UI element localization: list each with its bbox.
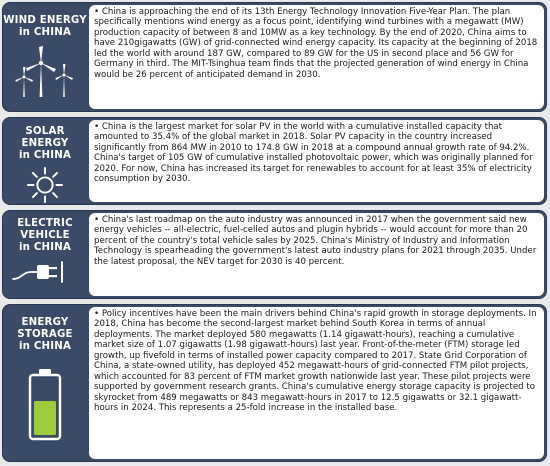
electric-vehicle-label: ELECTRIC VEHICLE in CHINA [17,218,73,253]
solar-energy-bullet: • [94,122,102,132]
electric-vehicle-panel [2,210,547,299]
electric-plug-icon [11,257,79,287]
energy-storage-label: ENERGY STORAGE in CHINA [17,317,73,352]
electric-vehicle-bullet: • [94,215,102,225]
wind-energy-panel [2,2,547,112]
wind-energy-text: • China is approaching the end of its 13th Energy Technology Innovation Five-Year Plan. The plan specifically mentions wind energy as a focus point, identifying wind turbines with a megawatt (MW) production capacity of between 8 and 10MW as a key technology. By the end of 2020, China aims to have 210gigawatts (GW) of grid-connected wind energy capacity. Its capacity at the beginning of 2018 led the world with around 187 GW, compared to 89 GW for the US in second place and 56 GW for Germany in third. The MIT-Tsinghua team finds that the projected generation of wind energy in China would be 26 percent of anticipated demand in 2030. [89,5,544,109]
solar-energy-text: • China is the largest market for solar PV in the world with a cumulative installed capacity that amounted to 35.4% of the global market in 2018. Solar PV capacity in the country increased significantly from 864 MW in 2010 to 174.8 GW in 2018 at a compound annual growth rate of 94.2%. China's target of 105 GW of cumulative installed photovoltaic power, which was originally planned for 2020. For now, China has increased its target for renewables to account for at least 35% of electricity consumption by 2030. [89,120,544,202]
wind-energy-label: WIND ENERGY in CHINA [3,15,87,38]
solar-energy-label: SOLAR ENERGY in CHINA [18,126,72,161]
wind-turbine-icon [10,43,80,99]
solar-energy-panel [2,117,547,205]
wind-energy-bullet: • [94,7,102,17]
energy-storage-panel [2,304,547,462]
solar-energy-sidebar [3,118,87,204]
energy-storage-sidebar [3,305,87,461]
wind-energy-sidebar [3,3,87,111]
electric-vehicle-sidebar [3,211,87,298]
sun-icon [25,166,65,204]
energy-storage-bullet: • [94,309,102,319]
electric-vehicle-text: • China's last roadmap on the auto industry was announced in 2017 when the government said new energy vehicles -- all-electric, fuel-celled autos and plugin hybrids -- would account for more than 20 percent of the country's total vehicle sales by 2025. China's Ministry of Industry and Information Technology is spearheading the government's latest auto industry plans for 2021 through 2035. Under the latest proposal, the NEV target for 2030 is 40 percent. [89,213,544,296]
battery-icon [25,367,65,443]
energy-storage-text: • Policy incentives have been the main drivers behind China's rapid growth in storage deployments. In 2018, China has become the second-largest market behind South Korea in terms of annual deployments. The market deployed 580 megawatts (1.14 gigawatt-hours), reaching a cumulative market size of 1.07 gigawatts (1.98 gigawatt-hours) last year. Front-of-the-meter (FTM) storage led growth, up fivefold in terms of installed power capacity compared to 2017. State Grid Corporation of China, a state-owned utility, has deployed 452 megawatt-hours of grid-connected FTM pilot projects, which accounted for 83 percent of FTM market growth nationwide last year. These pilot projects were supported by government research grants. China's cumulative energy storage capacity is projected to skyrocket from 489 megawatts or 843 megawatt-hours in 2017 to 12.5 gigawatts or 32.1 gigawatt-hours in 2024. This represents a 25-fold increase in the installed base. [89,307,544,459]
